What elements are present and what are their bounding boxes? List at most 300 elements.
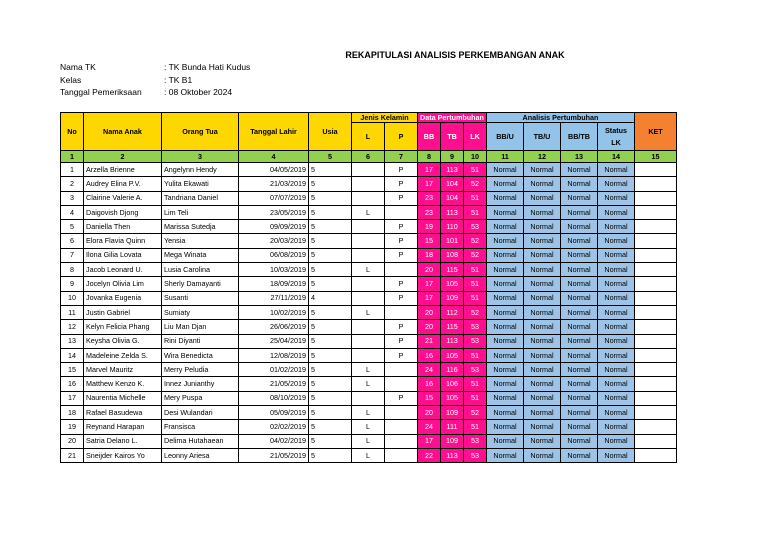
cell-bbu: Normal — [487, 177, 524, 191]
info-row-nama-tk — [60, 61, 250, 74]
column-index-row — [61, 151, 677, 163]
cell-bbu: Normal — [487, 391, 524, 405]
cell-p: P — [385, 163, 418, 177]
cell-tgl: 04/05/2019 — [239, 163, 309, 177]
cell-p: P — [385, 320, 418, 334]
cell-no: 4 — [61, 205, 84, 219]
cell-p — [385, 434, 418, 448]
cell-p — [385, 263, 418, 277]
cell-ortu: Sherly Damayanti — [162, 277, 239, 291]
table-row — [61, 205, 677, 219]
cell-tbu: Normal — [524, 177, 561, 191]
cell-tbu: Normal — [524, 291, 561, 305]
cell-l — [352, 291, 385, 305]
cell-bb: 19 — [418, 220, 441, 234]
cell-p: P — [385, 220, 418, 234]
rekap-table — [60, 112, 677, 463]
cell-bb: 18 — [418, 248, 441, 262]
cell-lk: 52 — [464, 234, 487, 248]
cell-tb: 104 — [441, 177, 464, 191]
table-row — [61, 320, 677, 334]
cell-bbu: Normal — [487, 434, 524, 448]
cell-lks: Normal — [598, 448, 635, 462]
cell-tgl: 27/11/2019 — [239, 291, 309, 305]
cell-tgl: 21/05/2019 — [239, 448, 309, 462]
table-body — [61, 163, 677, 463]
cell-lks: Normal — [598, 248, 635, 262]
header-no: No — [61, 113, 84, 151]
cell-lks: Normal — [598, 348, 635, 362]
cell-ket — [635, 191, 677, 205]
cell-bbtb: Normal — [561, 448, 598, 462]
cell-no: 21 — [61, 448, 84, 462]
cell-no: 10 — [61, 291, 84, 305]
cell-nama: Marvel Mauritz — [84, 363, 162, 377]
cell-bb: 17 — [418, 177, 441, 191]
table-row — [61, 248, 677, 262]
cell-bbu: Normal — [487, 363, 524, 377]
cell-p: P — [385, 248, 418, 262]
cell-tgl: 07/07/2019 — [239, 191, 309, 205]
cell-p — [385, 420, 418, 434]
cell-bbtb: Normal — [561, 305, 598, 319]
cell-bbu: Normal — [487, 248, 524, 262]
cell-tbu: Normal — [524, 391, 561, 405]
header-usia: Usia — [309, 113, 352, 151]
cell-lks: Normal — [598, 234, 635, 248]
cell-bb: 24 — [418, 420, 441, 434]
table-row — [61, 377, 677, 391]
cell-l — [352, 220, 385, 234]
cell-tgl: 06/08/2019 — [239, 248, 309, 262]
cell-p — [385, 406, 418, 420]
cell-bb: 17 — [418, 163, 441, 177]
cell-lk: 51 — [464, 391, 487, 405]
cell-no: 9 — [61, 277, 84, 291]
cell-usia: 5 — [309, 320, 352, 334]
cell-lk: 51 — [464, 263, 487, 277]
cell-lks: Normal — [598, 363, 635, 377]
info-value: : 08 Oktober 2024 — [164, 87, 233, 97]
cell-lk: 51 — [464, 291, 487, 305]
cell-lk: 53 — [464, 434, 487, 448]
table-row — [61, 277, 677, 291]
cell-bbu: Normal — [487, 191, 524, 205]
cell-nama: Satria Delano L. — [84, 434, 162, 448]
cell-ket — [635, 377, 677, 391]
cell-lk: 51 — [464, 348, 487, 362]
header-nama-anak: Nama Anak — [84, 113, 162, 151]
cell-bbu: Normal — [487, 163, 524, 177]
cell-usia: 5 — [309, 263, 352, 277]
cell-ortu: Innez Junianthy — [162, 377, 239, 391]
cell-usia: 5 — [309, 391, 352, 405]
cell-p: P — [385, 348, 418, 362]
cell-nama: Kelyn Felicia Phang — [84, 320, 162, 334]
col-index: 5 — [309, 151, 352, 163]
cell-tbu: Normal — [524, 248, 561, 262]
cell-ket — [635, 248, 677, 262]
cell-tbu: Normal — [524, 191, 561, 205]
cell-l: L — [352, 363, 385, 377]
cell-ket — [635, 220, 677, 234]
cell-ortu: Wira Benedicta — [162, 348, 239, 362]
cell-nama: Matthew Kenzo K. — [84, 377, 162, 391]
cell-usia: 5 — [309, 205, 352, 219]
cell-ket — [635, 348, 677, 362]
cell-ortu: Yulita Ekawati — [162, 177, 239, 191]
cell-tgl: 20/03/2019 — [239, 234, 309, 248]
cell-l — [352, 277, 385, 291]
cell-lks: Normal — [598, 191, 635, 205]
col-index: 13 — [561, 151, 598, 163]
cell-bbu: Normal — [487, 234, 524, 248]
cell-no: 5 — [61, 220, 84, 234]
info-label: Kelas — [60, 74, 82, 85]
cell-tb: 106 — [441, 377, 464, 391]
cell-usia: 5 — [309, 234, 352, 248]
cell-usia: 5 — [309, 363, 352, 377]
header-ket: KET — [635, 113, 677, 151]
header-tb: TB — [441, 123, 464, 151]
cell-nama: Daniella Then — [84, 220, 162, 234]
cell-tb: 104 — [441, 191, 464, 205]
cell-lks: Normal — [598, 434, 635, 448]
cell-usia: 5 — [309, 434, 352, 448]
cell-bbu: Normal — [487, 334, 524, 348]
cell-p: P — [385, 291, 418, 305]
cell-bb: 17 — [418, 434, 441, 448]
cell-tbu: Normal — [524, 406, 561, 420]
cell-bbtb: Normal — [561, 163, 598, 177]
cell-tb: 105 — [441, 391, 464, 405]
cell-bbu: Normal — [487, 448, 524, 462]
col-index: 1 — [61, 151, 84, 163]
col-index: 8 — [418, 151, 441, 163]
cell-lk: 51 — [464, 277, 487, 291]
cell-tbu: Normal — [524, 377, 561, 391]
cell-tb: 113 — [441, 448, 464, 462]
cell-no: 8 — [61, 263, 84, 277]
cell-ket — [635, 205, 677, 219]
table-row — [61, 406, 677, 420]
cell-no: 19 — [61, 420, 84, 434]
cell-bbtb: Normal — [561, 320, 598, 334]
cell-p: P — [385, 234, 418, 248]
col-index: 12 — [524, 151, 561, 163]
col-index: 4 — [239, 151, 309, 163]
cell-ket — [635, 277, 677, 291]
cell-ortu: Lusia Carolina — [162, 263, 239, 277]
cell-nama: Keysha Olivia G. — [84, 334, 162, 348]
table-row — [61, 234, 677, 248]
cell-nama: Elora Flavia Quinn — [84, 234, 162, 248]
cell-usia: 5 — [309, 420, 352, 434]
cell-bbu: Normal — [487, 305, 524, 319]
cell-ortu: Delima Hutahaean — [162, 434, 239, 448]
cell-nama: Naurentia Michelle — [84, 391, 162, 405]
info-label: Tanggal Pemeriksaan — [60, 87, 142, 97]
cell-tgl: 26/06/2019 — [239, 320, 309, 334]
cell-l — [352, 248, 385, 262]
cell-usia: 4 — [309, 291, 352, 305]
info-value: : TK Bunda Hati Kudus — [164, 62, 251, 72]
cell-bb: 20 — [418, 406, 441, 420]
cell-bb: 15 — [418, 391, 441, 405]
cell-lk: 52 — [464, 305, 487, 319]
cell-ortu: Merry Peludia — [162, 363, 239, 377]
col-index: 6 — [352, 151, 385, 163]
cell-tbu: Normal — [524, 234, 561, 248]
cell-no: 18 — [61, 406, 84, 420]
cell-bbtb: Normal — [561, 334, 598, 348]
cell-l: L — [352, 420, 385, 434]
cell-p: P — [385, 191, 418, 205]
cell-ortu: Mery Puspa — [162, 391, 239, 405]
cell-usia: 5 — [309, 277, 352, 291]
cell-bb: 20 — [418, 305, 441, 319]
cell-tbu: Normal — [524, 277, 561, 291]
header-bb: BB — [418, 123, 441, 151]
table-row — [61, 448, 677, 462]
cell-lk: 53 — [464, 448, 487, 462]
cell-bb: 15 — [418, 234, 441, 248]
cell-p — [385, 377, 418, 391]
cell-lks: Normal — [598, 420, 635, 434]
cell-lks: Normal — [598, 320, 635, 334]
cell-tb: 113 — [441, 163, 464, 177]
cell-lks: Normal — [598, 291, 635, 305]
cell-tgl: 05/09/2019 — [239, 406, 309, 420]
cell-tbu: Normal — [524, 334, 561, 348]
cell-tbu: Normal — [524, 448, 561, 462]
cell-bbtb: Normal — [561, 177, 598, 191]
cell-tb: 110 — [441, 220, 464, 234]
cell-ket — [635, 434, 677, 448]
table-row — [61, 263, 677, 277]
cell-usia: 5 — [309, 191, 352, 205]
cell-lk: 51 — [464, 205, 487, 219]
cell-ket — [635, 305, 677, 319]
table-row — [61, 434, 677, 448]
cell-bb: 16 — [418, 348, 441, 362]
cell-p — [385, 448, 418, 462]
cell-l — [352, 320, 385, 334]
cell-tgl: 09/09/2019 — [239, 220, 309, 234]
cell-tb: 105 — [441, 277, 464, 291]
cell-tbu: Normal — [524, 348, 561, 362]
cell-l: L — [352, 263, 385, 277]
cell-no: 3 — [61, 191, 84, 205]
cell-tbu: Normal — [524, 220, 561, 234]
table-row — [61, 363, 677, 377]
cell-usia: 5 — [309, 406, 352, 420]
cell-lks: Normal — [598, 334, 635, 348]
cell-ortu: Marissa Sutedja — [162, 220, 239, 234]
cell-nama: Rafael Basudewa — [84, 406, 162, 420]
cell-usia: 5 — [309, 305, 352, 319]
cell-ortu: Lim Teli — [162, 205, 239, 219]
cell-nama: Jocelyn Olivia Lim — [84, 277, 162, 291]
cell-ortu: Tandriana Daniel — [162, 191, 239, 205]
cell-no: 20 — [61, 434, 84, 448]
cell-no: 17 — [61, 391, 84, 405]
col-index: 15 — [635, 151, 677, 163]
cell-tbu: Normal — [524, 434, 561, 448]
table-row — [61, 348, 677, 362]
cell-lk: 51 — [464, 377, 487, 391]
cell-usia: 5 — [309, 334, 352, 348]
cell-tb: 116 — [441, 363, 464, 377]
header-lk: LK — [464, 123, 487, 151]
cell-bbtb: Normal — [561, 205, 598, 219]
cell-lk: 53 — [464, 220, 487, 234]
info-block — [60, 61, 250, 99]
cell-nama: Sneijder Kairos Yo — [84, 448, 162, 462]
cell-nama: Audrey Elina P.V. — [84, 177, 162, 191]
cell-ket — [635, 320, 677, 334]
info-row-kelas — [60, 74, 250, 87]
table-row — [61, 291, 677, 305]
cell-nama: Clairine Valerie A. — [84, 191, 162, 205]
cell-no: 16 — [61, 377, 84, 391]
cell-usia: 5 — [309, 177, 352, 191]
cell-ortu: Liu Man Djan — [162, 320, 239, 334]
cell-bbu: Normal — [487, 348, 524, 362]
cell-p: P — [385, 177, 418, 191]
cell-usia: 5 — [309, 348, 352, 362]
cell-lk: 51 — [464, 191, 487, 205]
cell-ortu: Sumiaty — [162, 305, 239, 319]
cell-p — [385, 205, 418, 219]
col-index: 9 — [441, 151, 464, 163]
cell-bb: 23 — [418, 205, 441, 219]
cell-tb: 109 — [441, 406, 464, 420]
col-index: 14 — [598, 151, 635, 163]
cell-bbu: Normal — [487, 220, 524, 234]
cell-l: L — [352, 205, 385, 219]
cell-l: L — [352, 448, 385, 462]
cell-no: 12 — [61, 320, 84, 334]
cell-lks: Normal — [598, 263, 635, 277]
cell-nama: Reynand Harapan — [84, 420, 162, 434]
cell-lks: Normal — [598, 177, 635, 191]
cell-bbtb: Normal — [561, 434, 598, 448]
cell-p — [385, 363, 418, 377]
cell-usia: 5 — [309, 163, 352, 177]
cell-no: 15 — [61, 363, 84, 377]
cell-bbu: Normal — [487, 263, 524, 277]
header-p: P — [385, 123, 418, 151]
cell-p — [385, 305, 418, 319]
cell-ket — [635, 391, 677, 405]
cell-no: 1 — [61, 163, 84, 177]
cell-ket — [635, 420, 677, 434]
cell-tgl: 08/10/2019 — [239, 391, 309, 405]
cell-tbu: Normal — [524, 163, 561, 177]
cell-bbtb: Normal — [561, 420, 598, 434]
table-row — [61, 220, 677, 234]
cell-ortu: Angelynn Hendy — [162, 163, 239, 177]
cell-bbtb: Normal — [561, 234, 598, 248]
cell-nama: Madeleine Zelda S. — [84, 348, 162, 362]
cell-bb: 17 — [418, 291, 441, 305]
cell-nama: Jovanka Eugenia — [84, 291, 162, 305]
cell-tgl: 21/05/2019 — [239, 377, 309, 391]
cell-tb: 108 — [441, 248, 464, 262]
cell-tgl: 04/02/2019 — [239, 434, 309, 448]
cell-lks: Normal — [598, 391, 635, 405]
cell-lk: 51 — [464, 163, 487, 177]
cell-bbu: Normal — [487, 320, 524, 334]
cell-ket — [635, 163, 677, 177]
cell-lks: Normal — [598, 277, 635, 291]
cell-tgl: 01/02/2019 — [239, 363, 309, 377]
cell-no: 14 — [61, 348, 84, 362]
cell-l — [352, 391, 385, 405]
cell-tbu: Normal — [524, 263, 561, 277]
cell-l: L — [352, 305, 385, 319]
cell-bbtb: Normal — [561, 191, 598, 205]
cell-tbu: Normal — [524, 305, 561, 319]
cell-tbu: Normal — [524, 363, 561, 377]
cell-tgl: 25/04/2019 — [239, 334, 309, 348]
table-row — [61, 177, 677, 191]
cell-p: P — [385, 334, 418, 348]
cell-bb: 21 — [418, 334, 441, 348]
cell-ket — [635, 177, 677, 191]
cell-ket — [635, 363, 677, 377]
cell-ket — [635, 448, 677, 462]
header-analisis-pertumbuhan: Analisis Pertumbuhan — [487, 113, 635, 123]
cell-nama: Arzella Brienne — [84, 163, 162, 177]
cell-tb: 105 — [441, 348, 464, 362]
header-l: L — [352, 123, 385, 151]
cell-bb: 17 — [418, 277, 441, 291]
cell-tgl: 21/03/2019 — [239, 177, 309, 191]
cell-l: L — [352, 377, 385, 391]
cell-no: 7 — [61, 248, 84, 262]
cell-l — [352, 348, 385, 362]
cell-bbu: Normal — [487, 406, 524, 420]
cell-ket — [635, 406, 677, 420]
cell-l — [352, 177, 385, 191]
cell-tgl: 02/02/2019 — [239, 420, 309, 434]
cell-ket — [635, 234, 677, 248]
header-orang-tua: Orang Tua — [162, 113, 239, 151]
cell-lk: 53 — [464, 334, 487, 348]
cell-l — [352, 191, 385, 205]
cell-bb: 20 — [418, 263, 441, 277]
cell-nama: Jacob Leonard U. — [84, 263, 162, 277]
cell-lk: 52 — [464, 248, 487, 262]
cell-bbtb: Normal — [561, 277, 598, 291]
table-row — [61, 420, 677, 434]
cell-bbtb: Normal — [561, 363, 598, 377]
cell-tgl: 18/09/2019 — [239, 277, 309, 291]
cell-p: P — [385, 277, 418, 291]
header-jenis-kelamin: Jenis Kelamin — [352, 113, 418, 123]
cell-ket — [635, 334, 677, 348]
info-value: : TK B1 — [164, 74, 193, 85]
cell-nama: Ilona Gilia Lovata — [84, 248, 162, 262]
cell-ket — [635, 263, 677, 277]
cell-bbtb: Normal — [561, 291, 598, 305]
cell-tgl: 10/03/2019 — [239, 263, 309, 277]
cell-l — [352, 234, 385, 248]
cell-bbtb: Normal — [561, 248, 598, 262]
table-row — [61, 334, 677, 348]
